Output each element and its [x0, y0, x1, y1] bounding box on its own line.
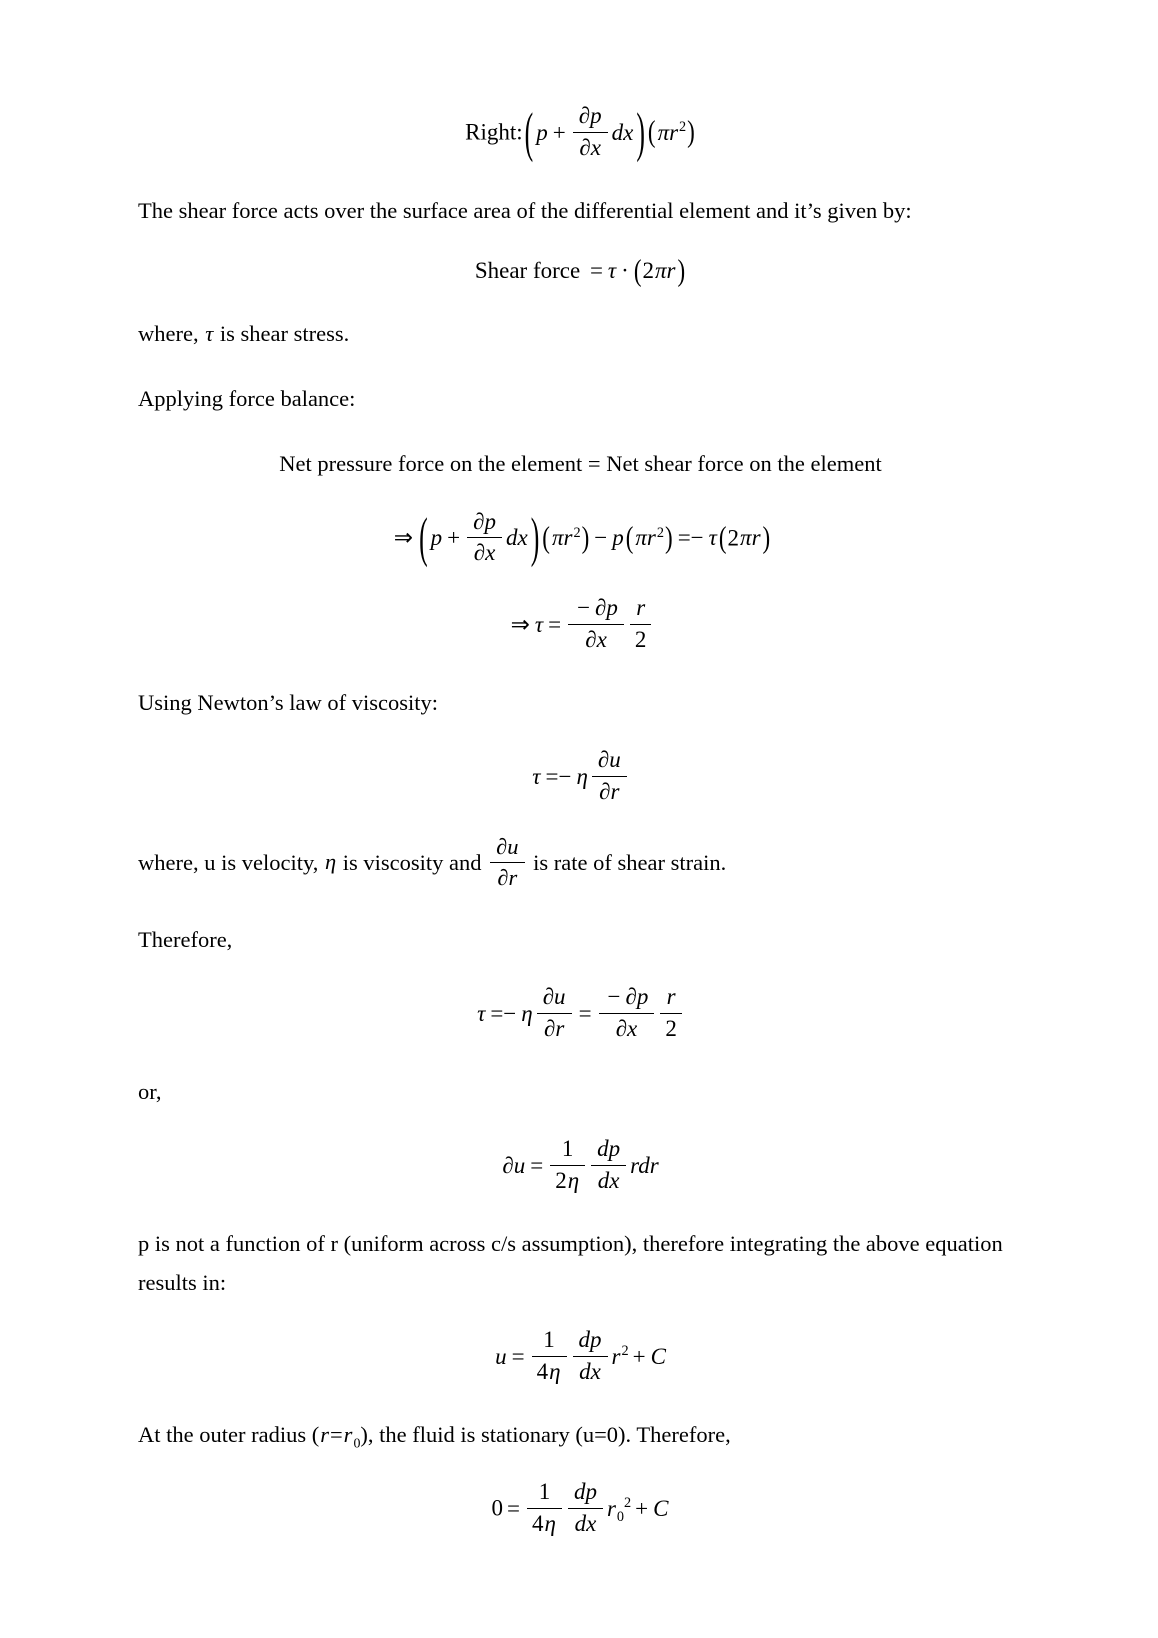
math-var: η [325, 849, 337, 875]
math-var: η [567, 1167, 580, 1193]
math-var: πr [740, 525, 761, 551]
math-mparen: ) [677, 253, 686, 287]
math-var: dp [597, 1136, 621, 1162]
fraction [568, 594, 624, 655]
math-op: = [589, 257, 603, 283]
math-op: + [635, 1495, 649, 1521]
fraction [550, 1135, 585, 1196]
fraction-denominator [660, 1013, 682, 1044]
math-var: ∂p [595, 595, 618, 621]
paragraph-applying-force-balance: Applying force balance: [138, 385, 356, 411]
math-var: C [653, 1495, 669, 1521]
math-var: dx [611, 119, 634, 145]
fraction-denominator [550, 1165, 585, 1196]
math-var: ∂r [599, 778, 620, 804]
math-var: πr [635, 525, 656, 551]
math-mparen: ) [581, 520, 590, 554]
fraction-denominator [630, 624, 652, 655]
fraction-denominator [467, 537, 502, 568]
equation-newton-viscosity [138, 748, 1023, 809]
math-op: + [632, 1343, 646, 1369]
fraction-denominator [527, 1508, 562, 1539]
math-supscript: 2 [656, 524, 665, 541]
fraction [532, 1326, 567, 1387]
math-var: ∂u [597, 747, 621, 773]
fraction-numerator [573, 102, 608, 132]
math-op: · [621, 257, 629, 283]
fraction-numerator [532, 1326, 567, 1356]
fraction [527, 1478, 562, 1539]
math-bigparen: ) [530, 506, 540, 569]
fraction-denominator [573, 1356, 608, 1387]
fraction-numerator [490, 833, 524, 862]
math-var: πr [655, 257, 676, 283]
fraction [573, 1326, 608, 1387]
math-var: p [430, 525, 443, 551]
math-var: τ [708, 525, 717, 551]
math-op: ⇒ [393, 525, 414, 551]
paragraph-or: or, [138, 1078, 162, 1104]
fraction-numerator [599, 983, 655, 1013]
math-var: τ [534, 611, 544, 637]
math-var: ∂r [543, 1015, 565, 1041]
math-var: ∂x [615, 1015, 638, 1041]
math-op: =− [545, 763, 572, 789]
equation-force-balance [138, 506, 1023, 571]
math-mparen: ( [625, 520, 634, 554]
fraction-numerator [550, 1135, 585, 1165]
fraction [573, 102, 608, 163]
math-mparen: ( [647, 115, 656, 149]
math-txt: 2 [727, 525, 740, 551]
math-op: = [511, 1343, 525, 1369]
math-var: η [576, 763, 588, 789]
math-var: η [544, 1510, 556, 1536]
math-bigparen: ( [419, 506, 428, 569]
math-txt: 2 [555, 1167, 567, 1193]
math-var: ∂u [502, 1152, 526, 1178]
math-op: = [578, 1000, 592, 1026]
math-var: ∂u [542, 984, 566, 1010]
math-txt: ), the fluid is stationary (u=0). Therefore, [360, 1421, 731, 1447]
math-var: r [611, 1343, 621, 1369]
fraction [660, 983, 682, 1044]
math-op: = [530, 1152, 544, 1178]
math-var: η [521, 1000, 533, 1026]
math-mparen: ) [687, 115, 695, 149]
math-op: =− [677, 525, 704, 551]
math-var: r [606, 1495, 616, 1521]
paragraph-integration-note: p is not a function of r (uniform across c/s assumption), therefore integrating the above equation results in: [138, 1230, 1003, 1295]
equation-u-general [138, 1328, 1023, 1389]
math-var: τ [607, 257, 617, 283]
fraction [592, 746, 627, 807]
fraction-numerator [467, 508, 502, 538]
fraction-denominator [599, 1013, 655, 1044]
equation-right-pressure-force [138, 100, 1023, 165]
math-var: ∂u [496, 833, 519, 859]
fraction-denominator [532, 1356, 567, 1387]
math-var: πr [657, 119, 679, 145]
math-var: r [666, 984, 676, 1010]
math-mparen: ) [665, 520, 673, 554]
math-var: ∂p [578, 103, 602, 128]
math-var: r [343, 1421, 353, 1447]
math-var: πr [551, 525, 573, 551]
paragraph-where-tau [138, 314, 1023, 353]
math-mparen: ( [542, 520, 550, 554]
math-op: − [607, 984, 621, 1010]
fraction [599, 983, 655, 1044]
math-var: dx [579, 1359, 601, 1385]
math-mparen: ( [718, 520, 727, 554]
math-mparen: ( [633, 253, 642, 287]
equation-du-integral [138, 1137, 1023, 1198]
math-var: ∂x [473, 540, 496, 566]
math-txt: where, u is velocity, [138, 849, 324, 875]
math-supscript: 2 [573, 524, 581, 541]
paragraph-shear-force-given: The shear force acts over the surface area of the differential element and it’s given by: [138, 197, 912, 223]
math-op: ⇒ [510, 611, 530, 637]
math-var: u [495, 1343, 507, 1369]
fraction [490, 833, 524, 892]
math-var: dx [597, 1167, 620, 1193]
math-txt: 2 [634, 626, 647, 652]
fraction-numerator [527, 1478, 562, 1508]
fraction-numerator [537, 983, 572, 1013]
math-var: p [536, 119, 548, 145]
math-supscript: 2 [624, 1495, 632, 1512]
math-txt: Right: [465, 119, 523, 145]
math-txt: where, [138, 320, 205, 346]
math-var: τ [477, 1000, 486, 1026]
fraction [591, 1135, 626, 1196]
fraction-numerator [630, 594, 652, 624]
fraction-denominator [568, 624, 624, 655]
math-txt: 0 [491, 1495, 504, 1521]
math-txt: is rate of shear strain. [527, 849, 727, 875]
math-bigparen: ) [636, 100, 645, 163]
paragraph-outer-radius [138, 1415, 1023, 1454]
paragraph-where-u-velocity [138, 835, 1023, 894]
math-var: ∂p [625, 984, 649, 1010]
fraction-numerator [591, 1135, 626, 1165]
equation-tau-combined [138, 985, 1023, 1046]
fraction-denominator [490, 862, 524, 892]
math-txt: 1 [543, 1327, 555, 1353]
fraction-denominator [592, 776, 627, 807]
fraction-numerator [568, 594, 624, 624]
math-subscript: 0 [353, 1436, 361, 1452]
equation-shear-force [138, 253, 1023, 288]
math-supscript: 2 [679, 118, 687, 135]
math-txt: is shear stress. [214, 320, 350, 346]
math-var: p [612, 525, 624, 551]
equation-tau-result [138, 596, 1023, 657]
fraction [630, 594, 652, 655]
math-supscript: 2 [621, 1343, 629, 1360]
math-var: ∂x [585, 626, 607, 652]
math-op: + [447, 525, 461, 551]
math-var: η [549, 1359, 561, 1385]
math-var: ∂r [497, 864, 518, 890]
math-txt: 2 [642, 257, 654, 283]
math-var: rdr [630, 1152, 659, 1178]
math-op: =− [490, 1000, 517, 1026]
math-txt: 2 [665, 1015, 677, 1041]
math-var: τ [205, 320, 214, 346]
math-var: r [636, 595, 646, 621]
math-var: ∂x [579, 134, 601, 160]
math-op: + [552, 119, 566, 145]
math-txt: 4 [532, 1510, 544, 1536]
fraction-numerator [592, 746, 627, 776]
math-var: dx [574, 1510, 597, 1536]
math-txt: 1 [561, 1136, 574, 1162]
math-var: ∂p [473, 508, 496, 534]
math-op: − [577, 595, 591, 621]
paragraph-therefore: Therefore, [138, 926, 233, 952]
math-var: dp [578, 1327, 602, 1353]
paragraph-newtons-law: Using Newton’s law of viscosity: [138, 689, 438, 715]
fraction-denominator [537, 1013, 572, 1044]
equation-boundary-condition [138, 1480, 1023, 1541]
paragraph-net-force-balance: Net pressure force on the element = Net shear force on the element [279, 451, 882, 477]
math-var: τ [532, 763, 541, 789]
math-txt: is viscosity and [337, 849, 488, 875]
math-txt: 1 [538, 1479, 551, 1505]
math-var: C [650, 1343, 666, 1369]
fraction [467, 508, 502, 569]
math-var: r [320, 1421, 329, 1447]
fraction [568, 1478, 603, 1539]
math-op: = [548, 611, 562, 637]
fraction [537, 983, 572, 1044]
math-var: dx [506, 525, 528, 551]
fraction-numerator [660, 983, 682, 1013]
fraction-numerator [573, 1326, 608, 1356]
math-op: − [594, 525, 608, 551]
math-bigparen: ( [524, 100, 534, 163]
math-var: dp [573, 1479, 597, 1505]
math-mparen: ) [762, 520, 771, 554]
math-op: = [507, 1495, 521, 1521]
math-txt: = [329, 1421, 343, 1447]
math-txt: At the outer radius ( [138, 1421, 320, 1447]
math-subscript: 0 [616, 1509, 625, 1526]
math-txt: Shear force [474, 257, 586, 283]
fraction-denominator [591, 1165, 626, 1196]
fraction-denominator [568, 1508, 603, 1539]
fraction-denominator [573, 132, 608, 163]
fraction-numerator [568, 1478, 603, 1508]
math-txt: 4 [536, 1359, 549, 1385]
